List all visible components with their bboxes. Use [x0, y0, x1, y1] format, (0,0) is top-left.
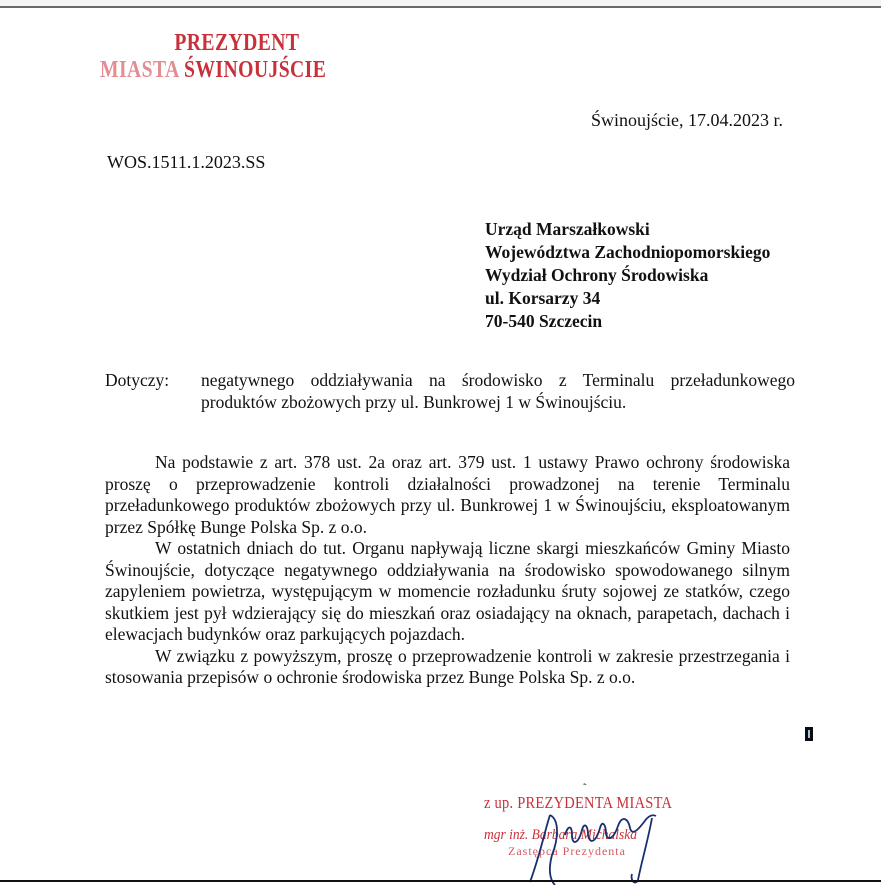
letterhead-line-1: PREZYDENT	[174, 30, 300, 56]
recipient-line: 70-540 Szczecin	[485, 311, 603, 331]
signature-stamp-title: Zastępca Prezydenta	[508, 844, 626, 858]
recipient-line: Województwa Zachodniopomorskiego	[485, 242, 771, 262]
text-cursor-marker	[805, 727, 813, 741]
handwritten-signature	[520, 800, 690, 885]
body-paragraph: W ostatnich dniach do tut. Organu napływają liczne skargi mieszkańców Gminy Miasto Świnoujście, dotyczące negatywnego oddziaływania na środowisko spowodowanego silnym zapyleniem powietrza, występującym w momencie rozładunku śruty sojowej ze statków, czego skutkiem jest pył wdzierający się do mieszkań oraz osiadający na oknach, parapetach, dachach i elewacjach budynków oraz parkujących pojazdach.	[105, 538, 790, 644]
recipient-line: Wydział Ochrony Środowiska	[485, 265, 709, 285]
recipient-line: ul. Korsarzy 34	[485, 288, 601, 308]
recipient-line: Urząd Marszałkowski	[485, 219, 650, 239]
ink-mark: ˎ	[576, 771, 588, 788]
signature-stroke	[565, 815, 656, 842]
signature-stamp-name: mgr inż. Barbara Michalska	[484, 827, 637, 843]
bottom-border	[0, 880, 881, 882]
signature-stroke	[632, 818, 652, 882]
letter-body	[105, 452, 790, 689]
letterhead-city: ŚWINOUJŚCIE	[183, 57, 327, 83]
letterhead-city-prefix: MIASTA	[100, 57, 179, 83]
subject-block	[105, 369, 795, 413]
body-paragraph: Na podstawie z art. 378 ust. 2a oraz art. 379 ust. 1 ustawy Prawo ochrony środowiska proszę o przeprowadzenie kontroli działalności prowadzonej na terenie Terminalu przeładunkowego produktów zbożowych przy ul. Bunkrowej 1 w Świnoujściu, eksploatowanym przez Spółkę Bunge Polska Sp. z o.o.	[105, 452, 790, 537]
top-border	[0, 0, 881, 8]
reference-number: WOS.1511.1.2023.SS	[107, 152, 266, 172]
letterhead-stamp	[100, 30, 326, 84]
recipient-address	[485, 218, 770, 333]
signature-stroke	[530, 815, 557, 885]
letterhead-line-2	[100, 56, 326, 84]
subject-label: Dotyczy:	[105, 370, 170, 390]
letter-date: Świnoujście, 17.04.2023 r.	[591, 110, 783, 130]
subject-text: negatywnego oddziaływania na środowisko z Terminalu przeładunkowego produktów zbożowych przy ul. Bunkrowej 1 w Świnoujściu.	[201, 370, 795, 412]
signature-stamp-line-1: z up. PREZYDENTA MIASTA	[484, 793, 673, 812]
body-paragraph: W związku z powyższym, proszę o przeprowadzenie kontroli w zakresie przestrzegania i stosowania przepisów o ochronie środowiska przez Bunge Polska Sp. z o.o.	[105, 645, 790, 687]
